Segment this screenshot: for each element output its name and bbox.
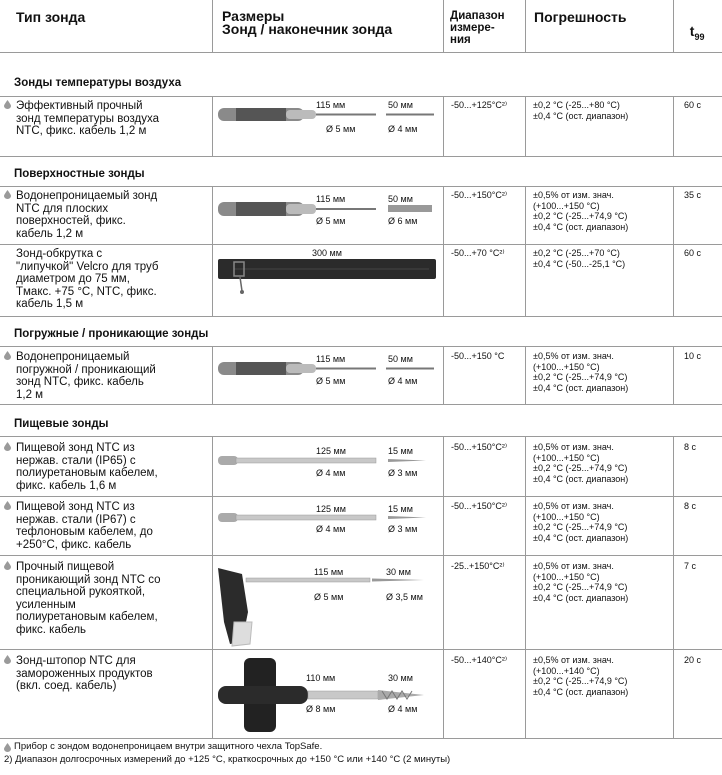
- section-surface-probes: Поверхностные зонды: [14, 168, 145, 180]
- row-6-t99: 7 с: [684, 561, 697, 571]
- row-1-tip-len: 50 мм: [388, 194, 413, 204]
- row-2-t99: 60 с: [684, 248, 702, 258]
- row-4-name: Пищевой зонд NTC из нержав. стали (IP65) с полиуретановым кабелем, фикс. кабель 1,6 м: [16, 442, 158, 492]
- row-3-tip-dia: Ø 4 мм: [388, 376, 418, 386]
- row-6-probe-dia: Ø 5 мм: [314, 592, 344, 602]
- row-4-t99: 8 с: [684, 442, 697, 452]
- row-1-range: -50...+150°C²⁾: [451, 190, 508, 200]
- waterproof-drop-icon: [4, 190, 11, 199]
- waterproof-drop-icon: [4, 501, 11, 510]
- row-0-probe-len: 115 мм: [316, 100, 346, 110]
- row-7-tip-len: 30 мм: [388, 673, 413, 683]
- section-food-probes: Пищевые зонды: [14, 418, 109, 430]
- velcro-strap-image: [214, 257, 440, 297]
- row-4-probe-dia: Ø 4 мм: [316, 468, 346, 478]
- row-1-probe-dia: Ø 5 мм: [316, 216, 346, 226]
- row-0-tip-dia: Ø 4 мм: [388, 124, 418, 134]
- row-7-tip-dia: Ø 4 мм: [388, 704, 418, 714]
- waterproof-drop-icon: [4, 561, 11, 570]
- row-1-name: Водонепроницаемый зонд NTC для плоских поверхностей, фикс. кабель 1,2 м: [16, 190, 158, 240]
- row-3-name: Водонепроницаемый погружной / проникающий зонд NTC, фикс. кабель 1,2 м: [16, 351, 156, 401]
- row-6-range: -25..+150°C²⁾: [451, 561, 505, 571]
- section-immersion-probes: Погружные / проникающие зонды: [14, 328, 209, 340]
- row-1-tip-dia: Ø 6 мм: [388, 216, 418, 226]
- row-2-strap-len: 300 мм: [312, 248, 342, 258]
- row-4-tip-dia: Ø 3 мм: [388, 468, 418, 478]
- row-4-tip-len: 15 мм: [388, 446, 413, 456]
- row-1-probe-len: 115 мм: [316, 194, 346, 204]
- row-3-accuracy: ±0,5% от изм. знач. (+100...+150 °C) ±0,2 °C (-25...+74,9 °C) ±0,4 °C (ост. диапазон): [533, 351, 629, 393]
- row-3-probe-dia: Ø 5 мм: [316, 376, 346, 386]
- header-t-sub: 99: [694, 32, 705, 42]
- row-5-name: Пищевой зонд NTC из нержав. стали (IP67) с тефлоновым кабелем, до +250°C, фикс. кабель: [16, 501, 153, 551]
- row-2-range: -50...+70 °C²⁾: [451, 248, 505, 258]
- waterproof-drop-icon: [4, 351, 11, 360]
- row-0-range: -50...+125°C²⁾: [451, 100, 508, 110]
- row-5-range: -50...+150°C²⁾: [451, 501, 508, 511]
- row-0-probe-dia: Ø 5 мм: [326, 124, 356, 134]
- header-range: Диапазон измере- ния: [450, 10, 505, 46]
- row-5-accuracy: ±0,5% от изм. знач. (+100...+150 °C) ±0,2 °C (-25...+74,9 °C) ±0,4 °C (ост. диапазон): [533, 501, 629, 543]
- header-response-time: [682, 10, 704, 40]
- waterproof-drop-icon: [4, 743, 11, 752]
- row-6-tip-dia: Ø 3,5 мм: [386, 592, 423, 602]
- row-0-tip-len: 50 мм: [388, 100, 413, 110]
- corkscrew-probe-image: [214, 652, 440, 736]
- row-0-t99: 60 с: [684, 100, 702, 110]
- row-5-t99: 8 с: [684, 501, 697, 511]
- row-1-accuracy: ±0,5% от изм. знач. (+100...+150 °C) ±0,2 °C (-25...+74,9 °C) ±0,4 °C (ост. диапазон): [533, 190, 629, 232]
- row-5-probe-dia: Ø 4 мм: [316, 524, 346, 534]
- row-6-accuracy: ±0,5% от изм. знач. (+100...+150 °C) ±0,2 °C (-25...+74,9 °C) ±0,4 °C (ост. диапазон): [533, 561, 629, 603]
- waterproof-drop-icon: [4, 100, 11, 109]
- row-4-probe-len: 125 мм: [316, 446, 346, 456]
- waterproof-drop-icon: [4, 442, 11, 451]
- row-7-range: -50...+140°C²⁾: [451, 655, 508, 665]
- row-1-t99: 35 с: [684, 190, 702, 200]
- row-7-probe-len: 110 мм: [306, 673, 336, 683]
- row-5-probe-len: 125 мм: [316, 504, 346, 514]
- row-7-t99: 20 с: [684, 655, 702, 665]
- row-5-tip-len: 15 мм: [388, 504, 413, 514]
- row-4-range: -50...+150°C²⁾: [451, 442, 508, 452]
- footnote-2: 2) Диапазон долгосрочных измерений до +125 °C, краткосрочных до +150 °C или +140 °C (2 минуты): [4, 754, 451, 765]
- row-3-t99: 10 с: [684, 351, 702, 361]
- row-0-accuracy: ±0,2 °C (-25...+80 °C) ±0,4 °C (ост. диапазон): [533, 100, 629, 121]
- row-3-tip-len: 50 мм: [388, 354, 413, 364]
- row-4-accuracy: ±0,5% от изм. знач. (+100...+150 °C) ±0,2 °C (-25...+74,9 °C) ±0,4 °C (ост. диапазон): [533, 442, 629, 484]
- header-dimensions: Размеры Зонд / наконечник зонда: [222, 8, 393, 37]
- row-2-accuracy: ±0,2 °C (-25...+70 °C) ±0,4 °C (-50...-25,1 °C): [533, 248, 626, 269]
- header-t: t: [689, 23, 695, 39]
- row-6-name: Прочный пищевой проникающий зонд NTC со специальной рукояткой, усиленным полиуретановым кабелем, фикс. кабель: [16, 561, 161, 636]
- row-7-probe-dia: Ø 8 мм: [306, 704, 336, 714]
- waterproof-drop-icon: [4, 655, 11, 664]
- row-7-name: Зонд-штопор NTC для замороженных продуктов (вкл. соед. кабель): [16, 655, 153, 693]
- row-7-accuracy: ±0,5% от изм. знач. (+100...+140 °C) ±0,2 °C (-25...+74,9 °C) ±0,4 °C (ост. диапазон): [533, 655, 629, 697]
- header-probe-type: Тип зонда: [16, 9, 86, 25]
- row-3-probe-len: 115 мм: [316, 354, 346, 364]
- row-3-range: -50...+150 °C: [451, 351, 505, 361]
- row-2-name: Зонд-обкрутка с "липучкой" Velcro для труб диаметром до 75 мм, Tмакс. +75 °C, NTC, фикс. кабель 1,5 м: [16, 248, 159, 311]
- row-6-tip-len: 30 мм: [386, 567, 411, 577]
- footnote-1: Прибор с зондом водонепроницаем внутри защитного чехла TopSafe.: [14, 741, 323, 752]
- row-5-tip-dia: Ø 3 мм: [388, 524, 418, 534]
- header-accuracy: Погрешность: [534, 9, 627, 25]
- section-air-probes: Зонды температуры воздуха: [14, 77, 182, 89]
- row-0-name: Эффективный прочный зонд температуры воздуха NTC, фикс. кабель 1,2 м: [16, 100, 160, 138]
- row-6-probe-len: 115 мм: [314, 567, 344, 577]
